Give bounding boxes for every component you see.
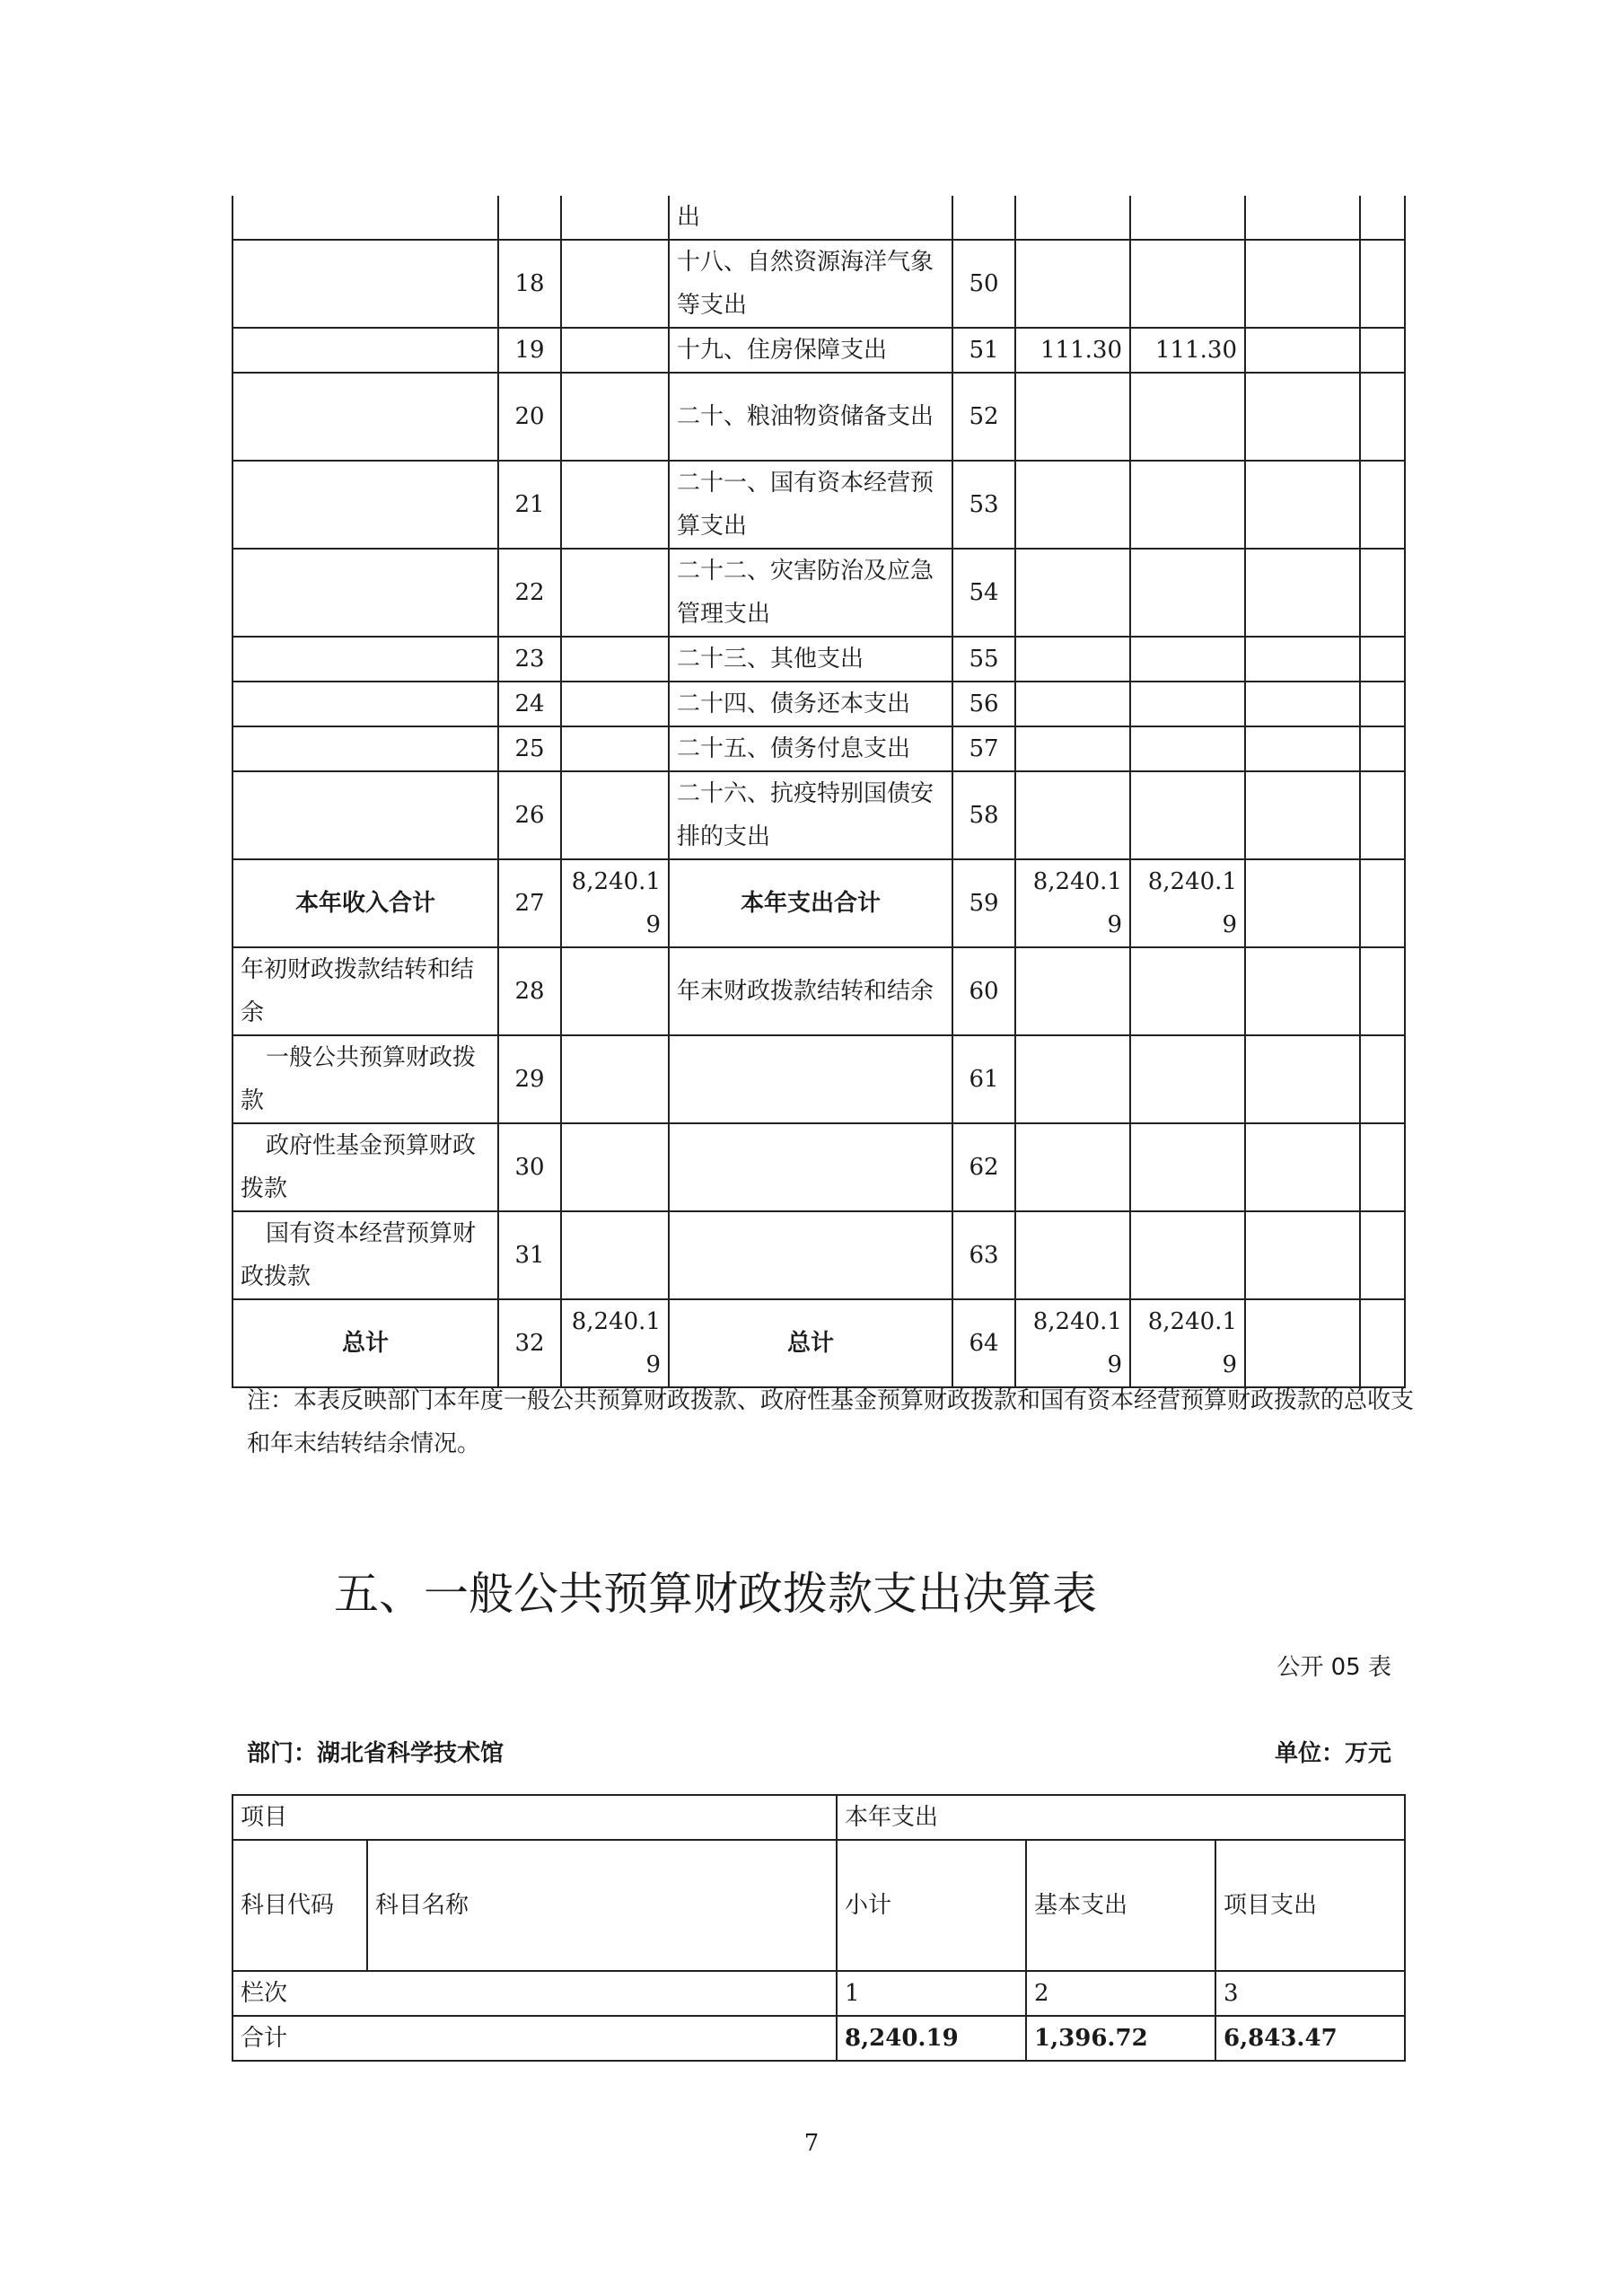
income-line-no: 26: [498, 771, 561, 859]
expenditure-total: [1015, 637, 1130, 682]
table-row: [232, 1035, 1405, 1123]
expenditure-general-budget: [1130, 549, 1245, 637]
expenditure-fund-budget: [1245, 1035, 1360, 1123]
expenditure-line-no: 54: [952, 549, 1015, 637]
income-item: [232, 461, 498, 549]
expenditure-total: [1015, 1123, 1130, 1211]
expenditure-line-no: 62: [952, 1123, 1015, 1211]
income-line-no: [498, 196, 561, 240]
expenditure-item: 二十、粮油物资储备支出: [669, 373, 952, 461]
header-subtotal: 小计: [837, 1840, 1026, 1971]
income-amount: [561, 1035, 669, 1123]
income-amount: [561, 947, 669, 1035]
expenditure-item: 十九、住房保障支出: [669, 328, 952, 373]
expenditure-line-no: 58: [952, 771, 1015, 859]
expenditure-total: [1015, 240, 1130, 328]
expenditure-line-no: 63: [952, 1211, 1015, 1299]
expenditure-general-budget: [1130, 1035, 1245, 1123]
income-amount: [561, 328, 669, 373]
expenditure-total: [1015, 682, 1130, 726]
expenditure-state-capital: [1360, 240, 1405, 328]
form-number: 公开 05 表: [1276, 1654, 1391, 1681]
expenditure-total: [1015, 196, 1130, 240]
expenditure-general-budget: 8,240.19: [1130, 1299, 1245, 1387]
column-index-3: 3: [1215, 1971, 1405, 2016]
expenditure-general-budget: 8,240.19: [1130, 859, 1245, 947]
column-index-row: [232, 1971, 1405, 2016]
income-amount: [561, 771, 669, 859]
expenditure-fund-budget: [1245, 771, 1360, 859]
expenditure-fund-budget: [1245, 549, 1360, 637]
income-line-no: 30: [498, 1123, 561, 1211]
expenditure-item: 二十六、抗疫特别国债安排的支出: [669, 771, 952, 859]
expenditure-general-budget: [1130, 461, 1245, 549]
section-title: 五、一般公共预算财政拨款支出决算表: [334, 1568, 1097, 1620]
income-line-no: 31: [498, 1211, 561, 1299]
expenditure-item: [669, 1211, 952, 1299]
expenditure-fund-budget: [1245, 196, 1360, 240]
header-basic: 基本支出: [1026, 1840, 1215, 1971]
expenditure-general-budget: [1130, 682, 1245, 726]
income-amount: [561, 373, 669, 461]
expenditure-fund-budget: [1245, 1211, 1360, 1299]
expenditure-fund-budget: [1245, 947, 1360, 1035]
income-item: [232, 726, 498, 771]
column-index-label: 栏次: [232, 1971, 837, 2016]
expenditure-line-no: 55: [952, 637, 1015, 682]
table-row: [232, 196, 1405, 240]
expenditure-item: 二十一、国有资本经营预算支出: [669, 461, 952, 549]
expenditure-state-capital: [1360, 947, 1405, 1035]
income-line-no: 32: [498, 1299, 561, 1387]
table-row: [232, 1299, 1405, 1387]
expenditure-item: [669, 1123, 952, 1211]
department-label: 部门：湖北省科学技术馆: [247, 1740, 504, 1767]
expenditure-item: 本年支出合计: [669, 859, 952, 947]
total-label: 合计: [232, 2016, 837, 2061]
expenditure-fund-budget: [1245, 240, 1360, 328]
income-amount: [561, 240, 669, 328]
expenditure-item: 二十五、债务付息支出: [669, 726, 952, 771]
header-current-expenditure: 本年支出: [837, 1795, 1405, 1840]
expenditure-general-budget: 111.30: [1130, 328, 1245, 373]
expenditure-item: 二十四、债务还本支出: [669, 682, 952, 726]
expenditure-total: 111.30: [1015, 328, 1130, 373]
income-line-no: 29: [498, 1035, 561, 1123]
table-row: [232, 373, 1405, 461]
expenditure-item: 出: [669, 196, 952, 240]
expenditure-item: 总计: [669, 1299, 952, 1387]
expenditure-line-no: 53: [952, 461, 1015, 549]
expenditure-total: [1015, 771, 1130, 859]
expenditure-fund-budget: [1245, 328, 1360, 373]
expenditure-line-no: 60: [952, 947, 1015, 1035]
income-item: [232, 771, 498, 859]
header-code: 科目代码: [232, 1840, 367, 1971]
income-amount: [561, 549, 669, 637]
expenditure-state-capital: [1360, 771, 1405, 859]
income-amount: [561, 1123, 669, 1211]
income-amount: [561, 1211, 669, 1299]
expenditure-state-capital: [1360, 328, 1405, 373]
expenditure-state-capital: [1360, 859, 1405, 947]
expenditure-state-capital: [1360, 373, 1405, 461]
expenditure-general-budget: [1130, 1211, 1245, 1299]
table-note: 注：本表反映部门本年度一般公共预算财政拨款、政府性基金预算财政拨款和国有资本经营预算财政拨款的总收支和年末结转结余情况。: [247, 1387, 1415, 1457]
income-item: [232, 328, 498, 373]
expenditure-general-budget: [1130, 726, 1245, 771]
expenditure-state-capital: [1360, 461, 1405, 549]
table-row: [232, 637, 1405, 682]
total-project: 6,843.47: [1215, 2016, 1405, 2061]
header-project: 项目支出: [1215, 1840, 1405, 1971]
total-basic: 1,396.72: [1026, 2016, 1215, 2061]
income-amount: [561, 196, 669, 240]
income-item: [232, 682, 498, 726]
income-amount: [561, 726, 669, 771]
expenditure-state-capital: [1360, 196, 1405, 240]
expenditure-line-no: 50: [952, 240, 1015, 328]
income-line-no: 25: [498, 726, 561, 771]
expenditure-table: [232, 1794, 1406, 2062]
expenditure-line-no: 51: [952, 328, 1015, 373]
income-item: 年初财政拨款结转和结余: [232, 947, 498, 1035]
expenditure-state-capital: [1360, 1299, 1405, 1387]
expenditure-general-budget: [1130, 1123, 1245, 1211]
income-line-no: 19: [498, 328, 561, 373]
expenditure-fund-budget: [1245, 1299, 1360, 1387]
expenditure-total: [1015, 1035, 1130, 1123]
income-item: 政府性基金预算财政拨款: [232, 1123, 498, 1211]
expenditure-total: [1015, 1211, 1130, 1299]
income-line-no: 27: [498, 859, 561, 947]
expenditure-total: 8,240.19: [1015, 1299, 1130, 1387]
column-index-2: 2: [1026, 1971, 1215, 2016]
expenditure-general-budget: [1130, 196, 1245, 240]
expenditure-line-no: 64: [952, 1299, 1015, 1387]
expenditure-total: 8,240.19: [1015, 859, 1130, 947]
expenditure-line-no: 59: [952, 859, 1015, 947]
expenditure-state-capital: [1360, 549, 1405, 637]
income-line-no: 22: [498, 549, 561, 637]
income-line-no: 18: [498, 240, 561, 328]
expenditure-line-no: 56: [952, 682, 1015, 726]
expenditure-state-capital: [1360, 682, 1405, 726]
income-item: [232, 549, 498, 637]
income-amount: 8,240.19: [561, 1299, 669, 1387]
table-row: [232, 461, 1405, 549]
header-row-2: [232, 1840, 1405, 1971]
table-row: [232, 1123, 1405, 1211]
expenditure-item: [669, 1035, 952, 1123]
table-row: [232, 859, 1405, 947]
total-row: [232, 2016, 1405, 2061]
expenditure-fund-budget: [1245, 1123, 1360, 1211]
income-line-no: 28: [498, 947, 561, 1035]
expenditure-fund-budget: [1245, 461, 1360, 549]
header-name: 科目名称: [367, 1840, 837, 1971]
expenditure-line-no: [952, 196, 1015, 240]
income-item: 本年收入合计: [232, 859, 498, 947]
expenditure-fund-budget: [1245, 682, 1360, 726]
income-item: [232, 637, 498, 682]
expenditure-line-no: 61: [952, 1035, 1015, 1123]
expenditure-general-budget: [1130, 637, 1245, 682]
expenditure-item: 年末财政拨款结转和结余: [669, 947, 952, 1035]
table-row: [232, 947, 1405, 1035]
expenditure-total: [1015, 947, 1130, 1035]
expenditure-general-budget: [1130, 240, 1245, 328]
expenditure-state-capital: [1360, 726, 1405, 771]
total-subtotal: 8,240.19: [837, 2016, 1026, 2061]
page-number: 7: [803, 2130, 820, 2157]
expenditure-general-budget: [1130, 373, 1245, 461]
income-amount: [561, 461, 669, 549]
expenditure-state-capital: [1360, 1035, 1405, 1123]
column-index-1: 1: [837, 1971, 1026, 2016]
expenditure-total: [1015, 549, 1130, 637]
income-line-no: 24: [498, 682, 561, 726]
income-item: 国有资本经营预算财政拨款: [232, 1211, 498, 1299]
expenditure-item: 二十三、其他支出: [669, 637, 952, 682]
table-row: [232, 549, 1405, 637]
expenditure-fund-budget: [1245, 373, 1360, 461]
expenditure-line-no: 52: [952, 373, 1015, 461]
income-amount: 8,240.19: [561, 859, 669, 947]
expenditure-state-capital: [1360, 1123, 1405, 1211]
table-row: [232, 726, 1405, 771]
income-amount: [561, 637, 669, 682]
income-item: [232, 240, 498, 328]
income-amount: [561, 682, 669, 726]
expenditure-total: [1015, 373, 1130, 461]
header-item: 项目: [232, 1795, 837, 1840]
table-row: [232, 328, 1405, 373]
expenditure-fund-budget: [1245, 637, 1360, 682]
income-item: 一般公共预算财政拨款: [232, 1035, 498, 1123]
table-row: [232, 771, 1405, 859]
expenditure-line-no: 57: [952, 726, 1015, 771]
expenditure-general-budget: [1130, 771, 1245, 859]
unit-label: 单位：万元: [1274, 1740, 1391, 1767]
expenditure-state-capital: [1360, 637, 1405, 682]
table-row: [232, 682, 1405, 726]
income-item: [232, 196, 498, 240]
header-row-1: [232, 1795, 1405, 1840]
expenditure-general-budget: [1130, 947, 1245, 1035]
expenditure-item: 十八、自然资源海洋气象等支出: [669, 240, 952, 328]
income-item: 总计: [232, 1299, 498, 1387]
expenditure-item: 二十二、灾害防治及应急管理支出: [669, 549, 952, 637]
income-expenditure-table: [232, 196, 1406, 1388]
income-item: [232, 373, 498, 461]
expenditure-total: [1015, 461, 1130, 549]
income-line-no: 20: [498, 373, 561, 461]
expenditure-total: [1015, 726, 1130, 771]
income-line-no: 23: [498, 637, 561, 682]
table-row: [232, 1211, 1405, 1299]
expenditure-state-capital: [1360, 1211, 1405, 1299]
table-row: [232, 240, 1405, 328]
expenditure-fund-budget: [1245, 859, 1360, 947]
expenditure-fund-budget: [1245, 726, 1360, 771]
income-line-no: 21: [498, 461, 561, 549]
